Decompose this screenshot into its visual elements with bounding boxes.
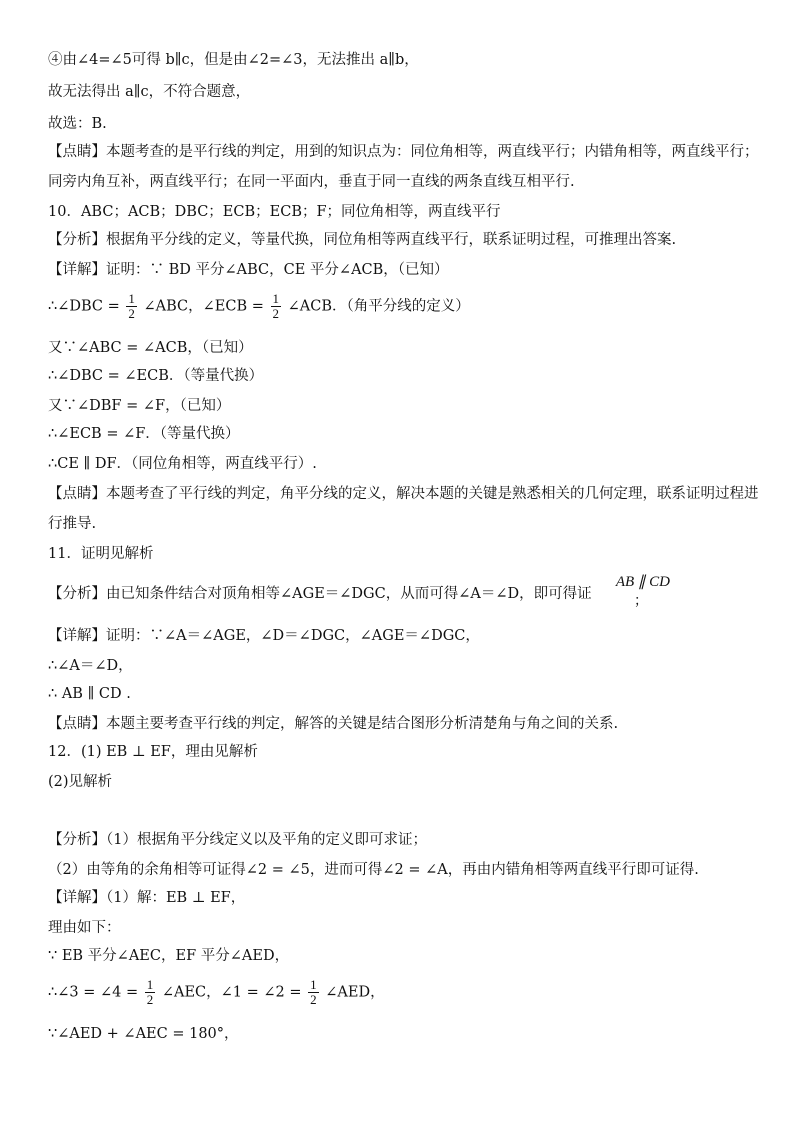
text-line: ∴∠ECB = ∠F．（等量代换） xyxy=(48,426,240,442)
text-line: 【详解】证明：∵∠A＝∠AGE，∠D＝∠DGC，∠AGE＝∠DGC， xyxy=(48,628,480,644)
text-line: ∵∠AED + ∠AEC = 180°， xyxy=(48,1026,239,1042)
fraction-line: ∴∠DBC = $\frac{1}{2}$ ∠ABC，∠ECB = $\frac{1}{2}$ ∠ACB．（角平分线的定义） xyxy=(48,291,470,321)
question-10: 10．ABC；ACB；DBC；ECB；ECB；F；同位角相等，两直线平行 xyxy=(48,204,501,220)
text-line: 【分析】由已知条件结合对顶角相等∠AGE＝∠DGC，从而可得∠A＝∠D，即可得证 xyxy=(48,586,592,602)
text-line: ④由∠4=∠5可得 b∥c，但是由∠2=∠3，无法推出 a∥b， xyxy=(48,52,419,68)
fraction: $\frac{1}{2}$ xyxy=(310,977,317,1007)
fraction: $\frac{1}{2}$ xyxy=(272,291,279,321)
text-line: 【点睛】本题考查的是平行线的判定，用到的知识点为：同位角相等，两直线平行；内错角相等，两直线平行； xyxy=(48,144,759,160)
text-line: ∵ EB 平分∠AEC，EF 平分∠AED， xyxy=(48,948,290,964)
text-line: 行推导. xyxy=(48,516,97,532)
question-12: 12．(1) EB ⊥ EF，理由见解析 xyxy=(48,744,258,760)
fraction-line: ∴∠3 = ∠4 = $\frac{1}{2}$ ∠AEC，∠1 = ∠2 = $\frac{1}{2}$ ∠AED， xyxy=(48,977,385,1007)
text-line: 理由如下： xyxy=(48,920,121,936)
text-line: ∴∠DBC = ∠ECB．（等量代换） xyxy=(48,368,264,384)
text-line: ∴∠A＝∠D， xyxy=(48,658,133,674)
text-line: 【点睛】本题主要考查平行线的判定，解答的关键是结合图形分析清楚角与角之间的关系. xyxy=(48,716,619,732)
text-line: ∴CE ∥ DF．（同位角相等，两直线平行）. xyxy=(48,456,317,472)
text-line: 又∵∠DBF = ∠F，（已知） xyxy=(48,398,231,414)
text-line: 【分析】根据角平分线的定义，等量代换，同位角相等两直线平行，联系证明过程，可推理出答案. xyxy=(48,232,677,248)
text-line: 故选：B. xyxy=(48,116,107,132)
text-line: 【详解】（1）解：EB ⊥ EF， xyxy=(48,890,246,906)
text-line: 故无法得出 a∥c，不符合题意， xyxy=(48,84,251,100)
fraction: $\frac{1}{2}$ xyxy=(128,291,135,321)
text-line: （2）由等角的余角相等可证得∠2 = ∠5，进而可得∠2 = ∠A，再由内错角相等两直线平行即可证得. xyxy=(48,862,699,878)
text-line: (2)见解析 xyxy=(48,774,113,790)
text-line: 同旁内角互补，两直线平行；在同一平面内，垂直于同一直线的两条直线互相平行. xyxy=(48,174,575,190)
text-line: ∴ AB ∥ CD . xyxy=(48,686,131,702)
ab-parallel-cd: AB ∥ CD xyxy=(615,574,670,590)
question-11: 11．证明见解析 xyxy=(48,546,154,562)
text-line: 【分析】（1）根据角平分线定义以及平角的定义即可求证； xyxy=(48,832,427,848)
text-line: 又∵∠ABC = ∠ACB，（已知） xyxy=(48,340,253,356)
semicolon: ； xyxy=(634,593,648,609)
text-line: 【详解】证明：∵ BD 平分∠ABC，CE 平分∠ACB，（已知） xyxy=(48,262,449,278)
text-line: 【点睛】本题考查了平行线的判定，角平分线的定义，解决本题的关键是熟悉相关的几何定理，联系证明过程进 xyxy=(48,486,759,502)
fraction: $\frac{1}{2}$ xyxy=(146,977,154,1007)
